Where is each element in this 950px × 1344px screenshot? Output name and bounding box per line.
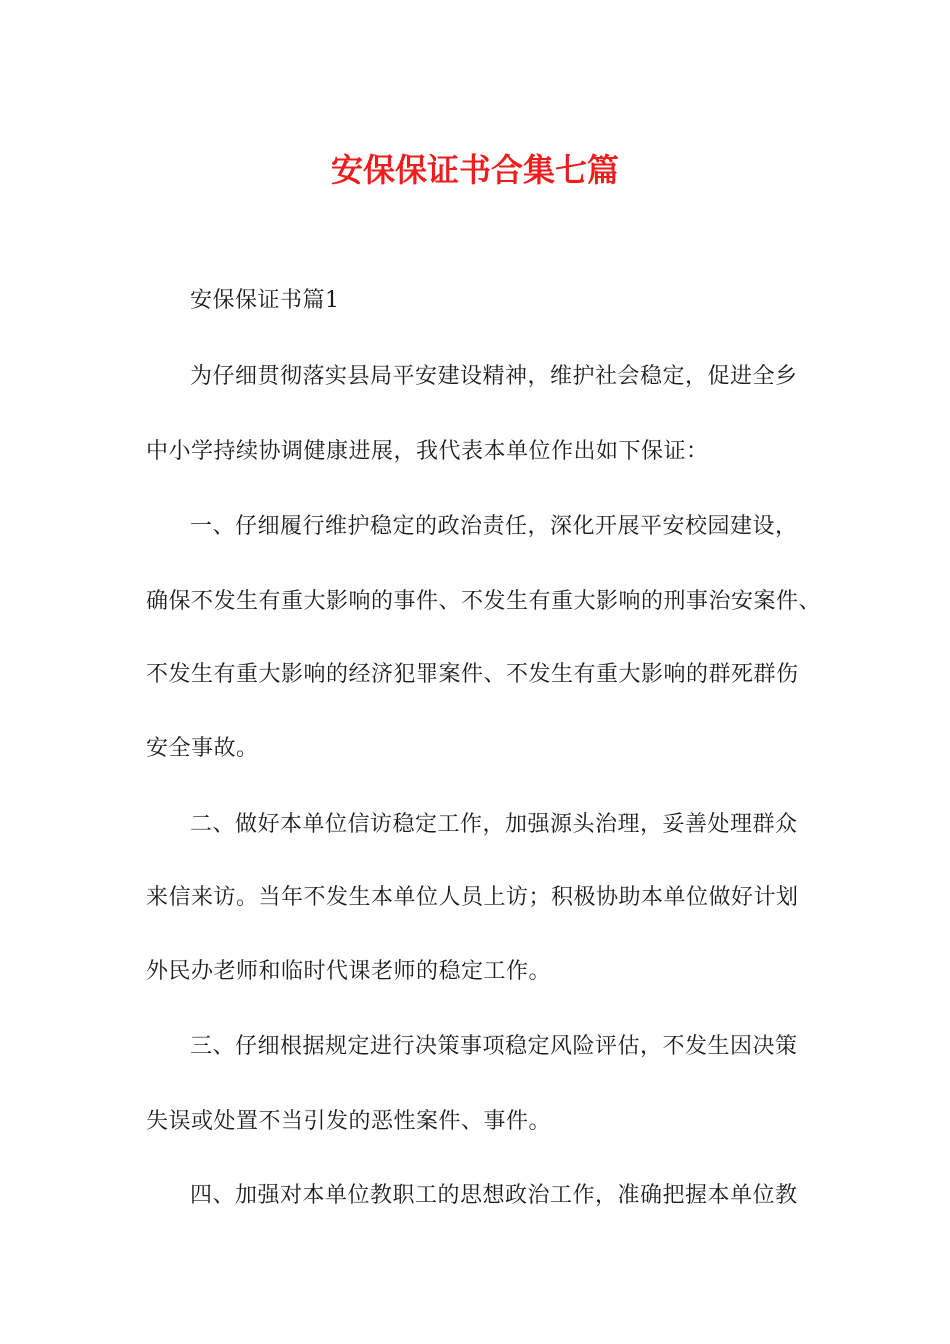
document-title: 安保保证书合集七篇 (330, 151, 619, 189)
paragraph-line: 失误或处置不当引发的恶性案件、事件。 (146, 1109, 552, 1134)
paragraph-line: 三、仔细根据规定进行决策事项稳定风险评估，不发生因决策 (190, 1034, 798, 1059)
paragraph-line: 外民办老师和临时代课老师的稳定工作。 (146, 959, 552, 984)
paragraph-line: 不发生有重大影响的经济犯罪案件、不发生有重大影响的群死群伤 (146, 662, 799, 687)
paragraph-line: 二、做好本单位信访稳定工作，加强源头治理，妥善处理群众 (190, 812, 798, 837)
paragraph-line: 确保不发生有重大影响的事件、不发生有重大影响的刑事治安案件、 (146, 589, 822, 614)
paragraph-line: 来信来访。当年不发生本单位人员上访；积极协助本单位做好计划 (146, 885, 799, 910)
paragraph-line: 安全事故。 (146, 736, 259, 761)
paragraph-line: 四、加强对本单位教职工的思想政治工作，准确把握本单位教 (190, 1183, 798, 1208)
paragraph-line: 为仔细贯彻落实县局平安建设精神，维护社会稳定，促进全乡 (190, 364, 798, 389)
paragraph-line: 一、仔细履行维护稳定的政治责任，深化开展平安校园建设， (190, 514, 798, 539)
section-heading: 安保保证书篇1 (190, 288, 340, 313)
paragraph-line: 中小学持续协调健康进展，我代表本单位作出如下保证： (146, 439, 709, 464)
